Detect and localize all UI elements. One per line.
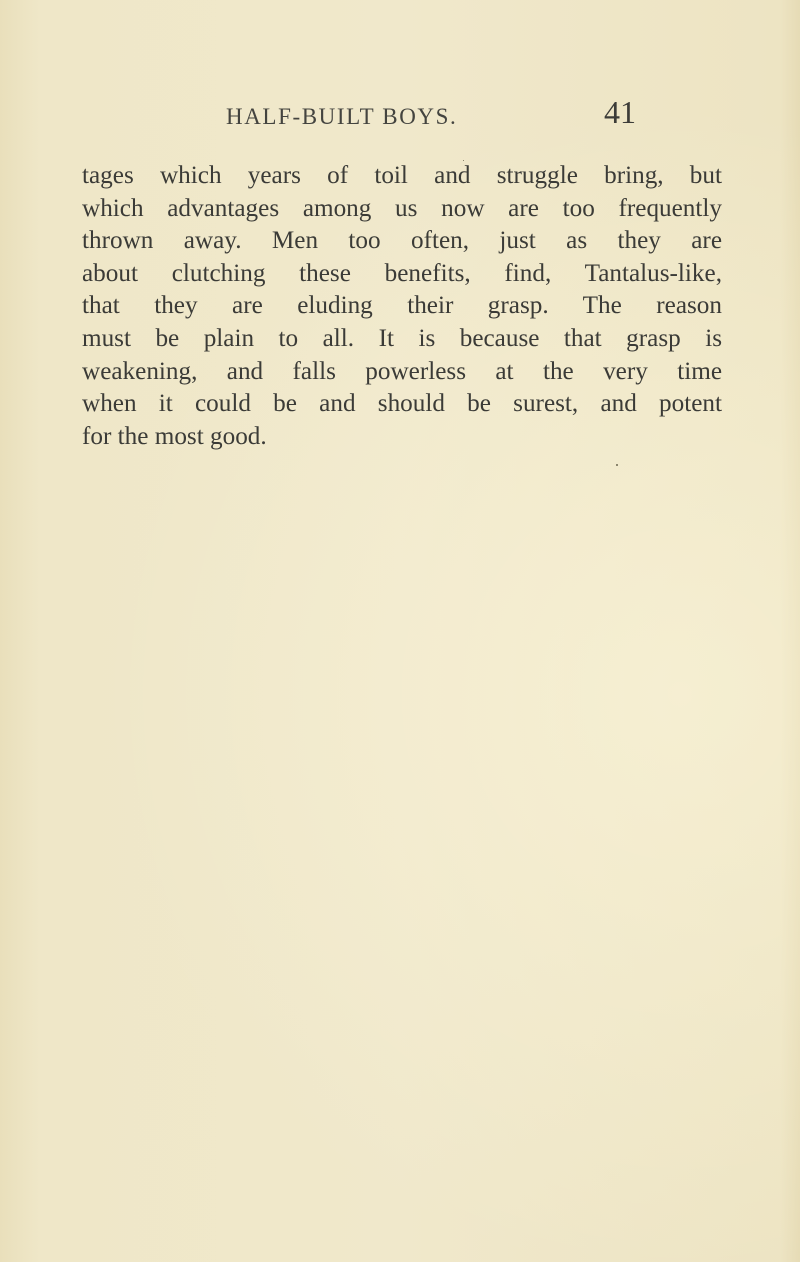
paper-speck <box>463 160 464 161</box>
text-line: when it could be and should be surest, and potent <box>82 390 722 418</box>
page-number: 41 <box>604 94 636 130</box>
running-head <box>0 94 800 134</box>
text-line: thrown away. Men too often, just as they are <box>82 227 722 255</box>
text-line: tages which years of toil and struggle bring, but <box>82 162 722 189</box>
running-title: HALF-BUILT BOYS. <box>226 104 458 129</box>
text-line: must be plain to all. It is because that grasp is <box>82 324 722 352</box>
paper-speck <box>616 464 618 466</box>
text-line: about clutching these benefits, find, Tantalus-like, <box>82 259 722 287</box>
text-line: for the most good. <box>82 422 267 450</box>
text-line: weakening, and falls powerless at the very time <box>82 357 722 385</box>
body-text <box>82 160 722 453</box>
text-line: which advantages among us now are too frequently <box>82 194 722 222</box>
text-line: that they are eluding their grasp. The reason <box>82 292 722 320</box>
